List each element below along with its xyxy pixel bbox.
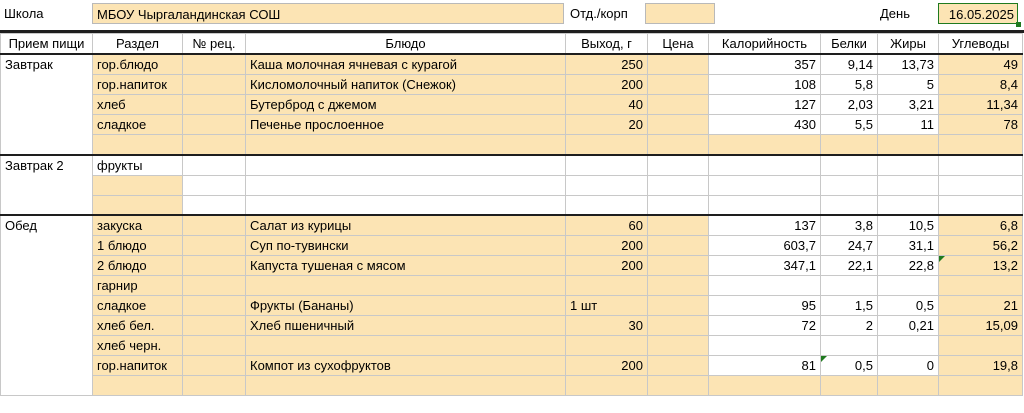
calories-cell[interactable]: 95 — [709, 296, 821, 316]
calories-cell[interactable] — [709, 195, 821, 215]
calories-cell[interactable] — [709, 336, 821, 356]
protein-cell[interactable]: 5,8 — [821, 75, 878, 95]
dish-cell[interactable]: Каша молочная ячневая с курагой — [246, 54, 566, 75]
recipe-cell[interactable] — [183, 236, 246, 256]
calories-cell[interactable]: 72 — [709, 316, 821, 336]
output-cell[interactable] — [566, 175, 648, 195]
meal-cell[interactable]: Завтрак — [1, 54, 93, 155]
fat-cell[interactable] — [878, 376, 939, 396]
calories-cell[interactable] — [709, 175, 821, 195]
section-cell[interactable] — [93, 376, 183, 396]
protein-cell[interactable] — [821, 276, 878, 296]
output-cell[interactable] — [566, 135, 648, 155]
price-cell[interactable] — [648, 376, 709, 396]
protein-cell[interactable] — [821, 175, 878, 195]
price-cell[interactable] — [648, 175, 709, 195]
fat-cell[interactable]: 0,5 — [878, 296, 939, 316]
protein-cell[interactable] — [821, 155, 878, 176]
dish-cell[interactable] — [246, 336, 566, 356]
protein-cell[interactable] — [821, 376, 878, 396]
carbs-header: Углеводы — [939, 34, 1023, 55]
table-row — [1, 236, 1023, 256]
header-bar — [0, 0, 1024, 31]
section-cell[interactable] — [93, 175, 183, 195]
table-row — [1, 256, 1023, 276]
protein-cell[interactable] — [821, 135, 878, 155]
fat-cell[interactable] — [878, 336, 939, 356]
calories-cell[interactable] — [709, 276, 821, 296]
protein-cell[interactable]: 22,1 — [821, 256, 878, 276]
recipe-cell[interactable] — [183, 95, 246, 115]
dish-cell[interactable]: Бутерброд с джемом — [246, 95, 566, 115]
price-cell[interactable] — [648, 195, 709, 215]
protein-cell[interactable]: 24,7 — [821, 236, 878, 256]
fat-cell[interactable]: 31,1 — [878, 236, 939, 256]
output-cell[interactable]: 200 — [566, 356, 648, 376]
table-row — [1, 336, 1023, 356]
meal-header: Прием пищи — [1, 34, 93, 55]
protein-cell[interactable]: 2 — [821, 316, 878, 336]
section-cell[interactable]: гор.напиток — [93, 356, 183, 376]
output-cell[interactable]: 20 — [566, 115, 648, 135]
protein-cell[interactable]: 1,5 — [821, 296, 878, 316]
calories-cell[interactable] — [709, 155, 821, 176]
price-cell[interactable] — [648, 356, 709, 376]
price-cell[interactable] — [648, 135, 709, 155]
table-row — [1, 54, 1023, 75]
section-header: Раздел — [93, 34, 183, 55]
recipe-header: № рец. — [183, 34, 246, 55]
price-cell[interactable] — [648, 316, 709, 336]
dish-cell[interactable] — [246, 276, 566, 296]
table-row — [1, 356, 1023, 376]
protein-header: Белки — [821, 34, 878, 55]
protein-cell[interactable]: 3,8 — [821, 215, 878, 236]
recipe-cell[interactable] — [183, 316, 246, 336]
table-row — [1, 276, 1023, 296]
recipe-cell[interactable] — [183, 296, 246, 316]
section-cell[interactable]: 2 блюдо — [93, 256, 183, 276]
dish-header: Блюдо — [246, 34, 566, 55]
calories-cell[interactable] — [709, 376, 821, 396]
section-cell[interactable]: закуска — [93, 215, 183, 236]
table-row — [1, 316, 1023, 336]
section-cell[interactable]: хлеб бел. — [93, 316, 183, 336]
calories-cell[interactable]: 357 — [709, 54, 821, 75]
recipe-cell[interactable] — [183, 376, 246, 396]
carbs-cell[interactable]: 15,09 — [939, 316, 1023, 336]
carbs-cell[interactable]: 8,4 — [939, 75, 1023, 95]
output-cell[interactable]: 60 — [566, 215, 648, 236]
carbs-cell[interactable] — [939, 276, 1023, 296]
fat-cell[interactable]: 10,5 — [878, 215, 939, 236]
day-input[interactable]: 16.05.2025 — [938, 3, 1018, 24]
recipe-cell[interactable] — [183, 155, 246, 176]
dish-cell[interactable]: Компот из сухофруктов — [246, 356, 566, 376]
protein-cell[interactable]: 9,14 — [821, 54, 878, 75]
output-cell[interactable]: 40 — [566, 95, 648, 115]
dish-cell[interactable]: Фрукты (Бананы) — [246, 296, 566, 316]
section-cell[interactable]: фрукты — [93, 155, 183, 176]
protein-cell[interactable]: 5,5 — [821, 115, 878, 135]
price-header: Цена — [648, 34, 709, 55]
carbs-cell[interactable] — [939, 155, 1023, 176]
price-cell[interactable] — [648, 296, 709, 316]
school-label: Школа — [4, 6, 44, 21]
dish-cell[interactable]: Кисломолочный напиток (Снежок) — [246, 75, 566, 95]
output-header: Выход, г — [566, 34, 648, 55]
dish-cell[interactable]: Салат из курицы — [246, 215, 566, 236]
carbs-cell[interactable] — [939, 336, 1023, 356]
school-input[interactable]: МБОУ Чыргаландинская СОШ — [92, 3, 564, 24]
carbs-cell[interactable] — [939, 195, 1023, 215]
table-row — [1, 135, 1023, 155]
dish-cell[interactable]: Печенье прослоенное — [246, 115, 566, 135]
section-cell[interactable]: хлеб — [93, 95, 183, 115]
price-cell[interactable] — [648, 276, 709, 296]
table-row — [1, 195, 1023, 215]
protein-cell[interactable] — [821, 336, 878, 356]
calories-cell[interactable]: 137 — [709, 215, 821, 236]
calories-cell[interactable]: 127 — [709, 95, 821, 115]
table-row — [1, 75, 1023, 95]
price-cell[interactable] — [648, 236, 709, 256]
dish-cell[interactable] — [246, 155, 566, 176]
protein-cell[interactable]: 0,5 — [821, 356, 878, 376]
output-cell[interactable] — [566, 376, 648, 396]
fat-cell[interactable] — [878, 195, 939, 215]
dish-cell[interactable]: Хлеб пшеничный — [246, 316, 566, 336]
carbs-cell[interactable] — [939, 135, 1023, 155]
output-cell[interactable]: 250 — [566, 54, 648, 75]
day-label: День — [880, 6, 910, 21]
price-cell[interactable] — [648, 215, 709, 236]
meal-cell[interactable]: Завтрак 2 — [1, 155, 93, 216]
calories-cell[interactable]: 430 — [709, 115, 821, 135]
fat-cell[interactable] — [878, 135, 939, 155]
output-cell[interactable]: 200 — [566, 236, 648, 256]
section-cell[interactable]: гор.блюдо — [93, 54, 183, 75]
fat-cell[interactable]: 5 — [878, 75, 939, 95]
table-row — [1, 215, 1023, 236]
dish-cell[interactable] — [246, 195, 566, 215]
output-cell[interactable]: 30 — [566, 316, 648, 336]
output-cell[interactable] — [566, 336, 648, 356]
calories-cell[interactable]: 108 — [709, 75, 821, 95]
dish-cell[interactable] — [246, 175, 566, 195]
recipe-cell[interactable] — [183, 276, 246, 296]
carbs-cell[interactable]: 6,8 — [939, 215, 1023, 236]
price-cell[interactable] — [648, 75, 709, 95]
protein-cell[interactable]: 2,03 — [821, 95, 878, 115]
table-row — [1, 95, 1023, 115]
section-cell[interactable] — [93, 195, 183, 215]
carbs-cell[interactable] — [939, 175, 1023, 195]
protein-cell[interactable] — [821, 195, 878, 215]
price-cell[interactable] — [648, 336, 709, 356]
carbs-cell[interactable]: 11,34 — [939, 95, 1023, 115]
price-cell[interactable] — [648, 95, 709, 115]
fat-cell[interactable]: 13,73 — [878, 54, 939, 75]
table-row — [1, 296, 1023, 316]
dept-label: Отд./корп — [570, 6, 628, 21]
fat-cell[interactable] — [878, 175, 939, 195]
recipe-cell[interactable] — [183, 215, 246, 236]
output-cell[interactable]: 1 шт — [566, 296, 648, 316]
price-cell[interactable] — [648, 155, 709, 176]
output-cell[interactable] — [566, 155, 648, 176]
dish-cell[interactable]: Суп по-тувински — [246, 236, 566, 256]
recipe-cell[interactable] — [183, 135, 246, 155]
table-header-row — [1, 34, 1023, 55]
carbs-cell[interactable]: 19,8 — [939, 356, 1023, 376]
recipe-cell[interactable] — [183, 75, 246, 95]
output-cell[interactable] — [566, 195, 648, 215]
carbs-cell[interactable]: 78 — [939, 115, 1023, 135]
table-row — [1, 155, 1023, 176]
dept-input[interactable] — [645, 3, 715, 24]
recipe-cell[interactable] — [183, 356, 246, 376]
menu-table — [0, 33, 1023, 396]
fat-cell[interactable]: 3,21 — [878, 95, 939, 115]
price-cell[interactable] — [648, 256, 709, 276]
recipe-cell[interactable] — [183, 54, 246, 75]
table-row — [1, 175, 1023, 195]
meal-cell[interactable]: Обед — [1, 215, 93, 396]
recipe-cell[interactable] — [183, 336, 246, 356]
fat-cell[interactable] — [878, 276, 939, 296]
output-cell[interactable] — [566, 276, 648, 296]
section-cell[interactable]: сладкое — [93, 296, 183, 316]
dish-cell[interactable] — [246, 376, 566, 396]
carbs-cell[interactable] — [939, 376, 1023, 396]
carbs-cell[interactable]: 21 — [939, 296, 1023, 316]
carbs-cell[interactable]: 56,2 — [939, 236, 1023, 256]
fat-cell[interactable]: 11 — [878, 115, 939, 135]
section-cell[interactable]: 1 блюдо — [93, 236, 183, 256]
output-cell[interactable]: 200 — [566, 75, 648, 95]
dish-cell[interactable] — [246, 135, 566, 155]
table-row — [1, 376, 1023, 396]
carbs-cell[interactable]: 49 — [939, 54, 1023, 75]
price-cell[interactable] — [648, 54, 709, 75]
dish-cell[interactable]: Капуста тушеная с мясом — [246, 256, 566, 276]
fill-handle-icon[interactable] — [1016, 22, 1021, 27]
calories-cell[interactable]: 347,1 — [709, 256, 821, 276]
section-cell[interactable]: хлеб черн. — [93, 336, 183, 356]
fat-cell[interactable] — [878, 155, 939, 176]
fat-header: Жиры — [878, 34, 939, 55]
section-cell[interactable]: сладкое — [93, 115, 183, 135]
section-cell[interactable] — [93, 135, 183, 155]
calories-cell[interactable]: 81 — [709, 356, 821, 376]
table-row — [1, 115, 1023, 135]
fat-cell[interactable]: 22,8 — [878, 256, 939, 276]
price-cell[interactable] — [648, 115, 709, 135]
recipe-cell[interactable] — [183, 115, 246, 135]
section-cell[interactable]: гор.напиток — [93, 75, 183, 95]
section-cell[interactable]: гарнир — [93, 276, 183, 296]
calories-cell[interactable]: 603,7 — [709, 236, 821, 256]
calories-header: Калорийность — [709, 34, 821, 55]
fat-cell[interactable]: 0 — [878, 356, 939, 376]
calories-cell[interactable] — [709, 135, 821, 155]
carbs-cell[interactable]: 13,2 — [939, 256, 1023, 276]
recipe-cell[interactable] — [183, 256, 246, 276]
recipe-cell[interactable] — [183, 195, 246, 215]
fat-cell[interactable]: 0,21 — [878, 316, 939, 336]
output-cell[interactable]: 200 — [566, 256, 648, 276]
recipe-cell[interactable] — [183, 175, 246, 195]
